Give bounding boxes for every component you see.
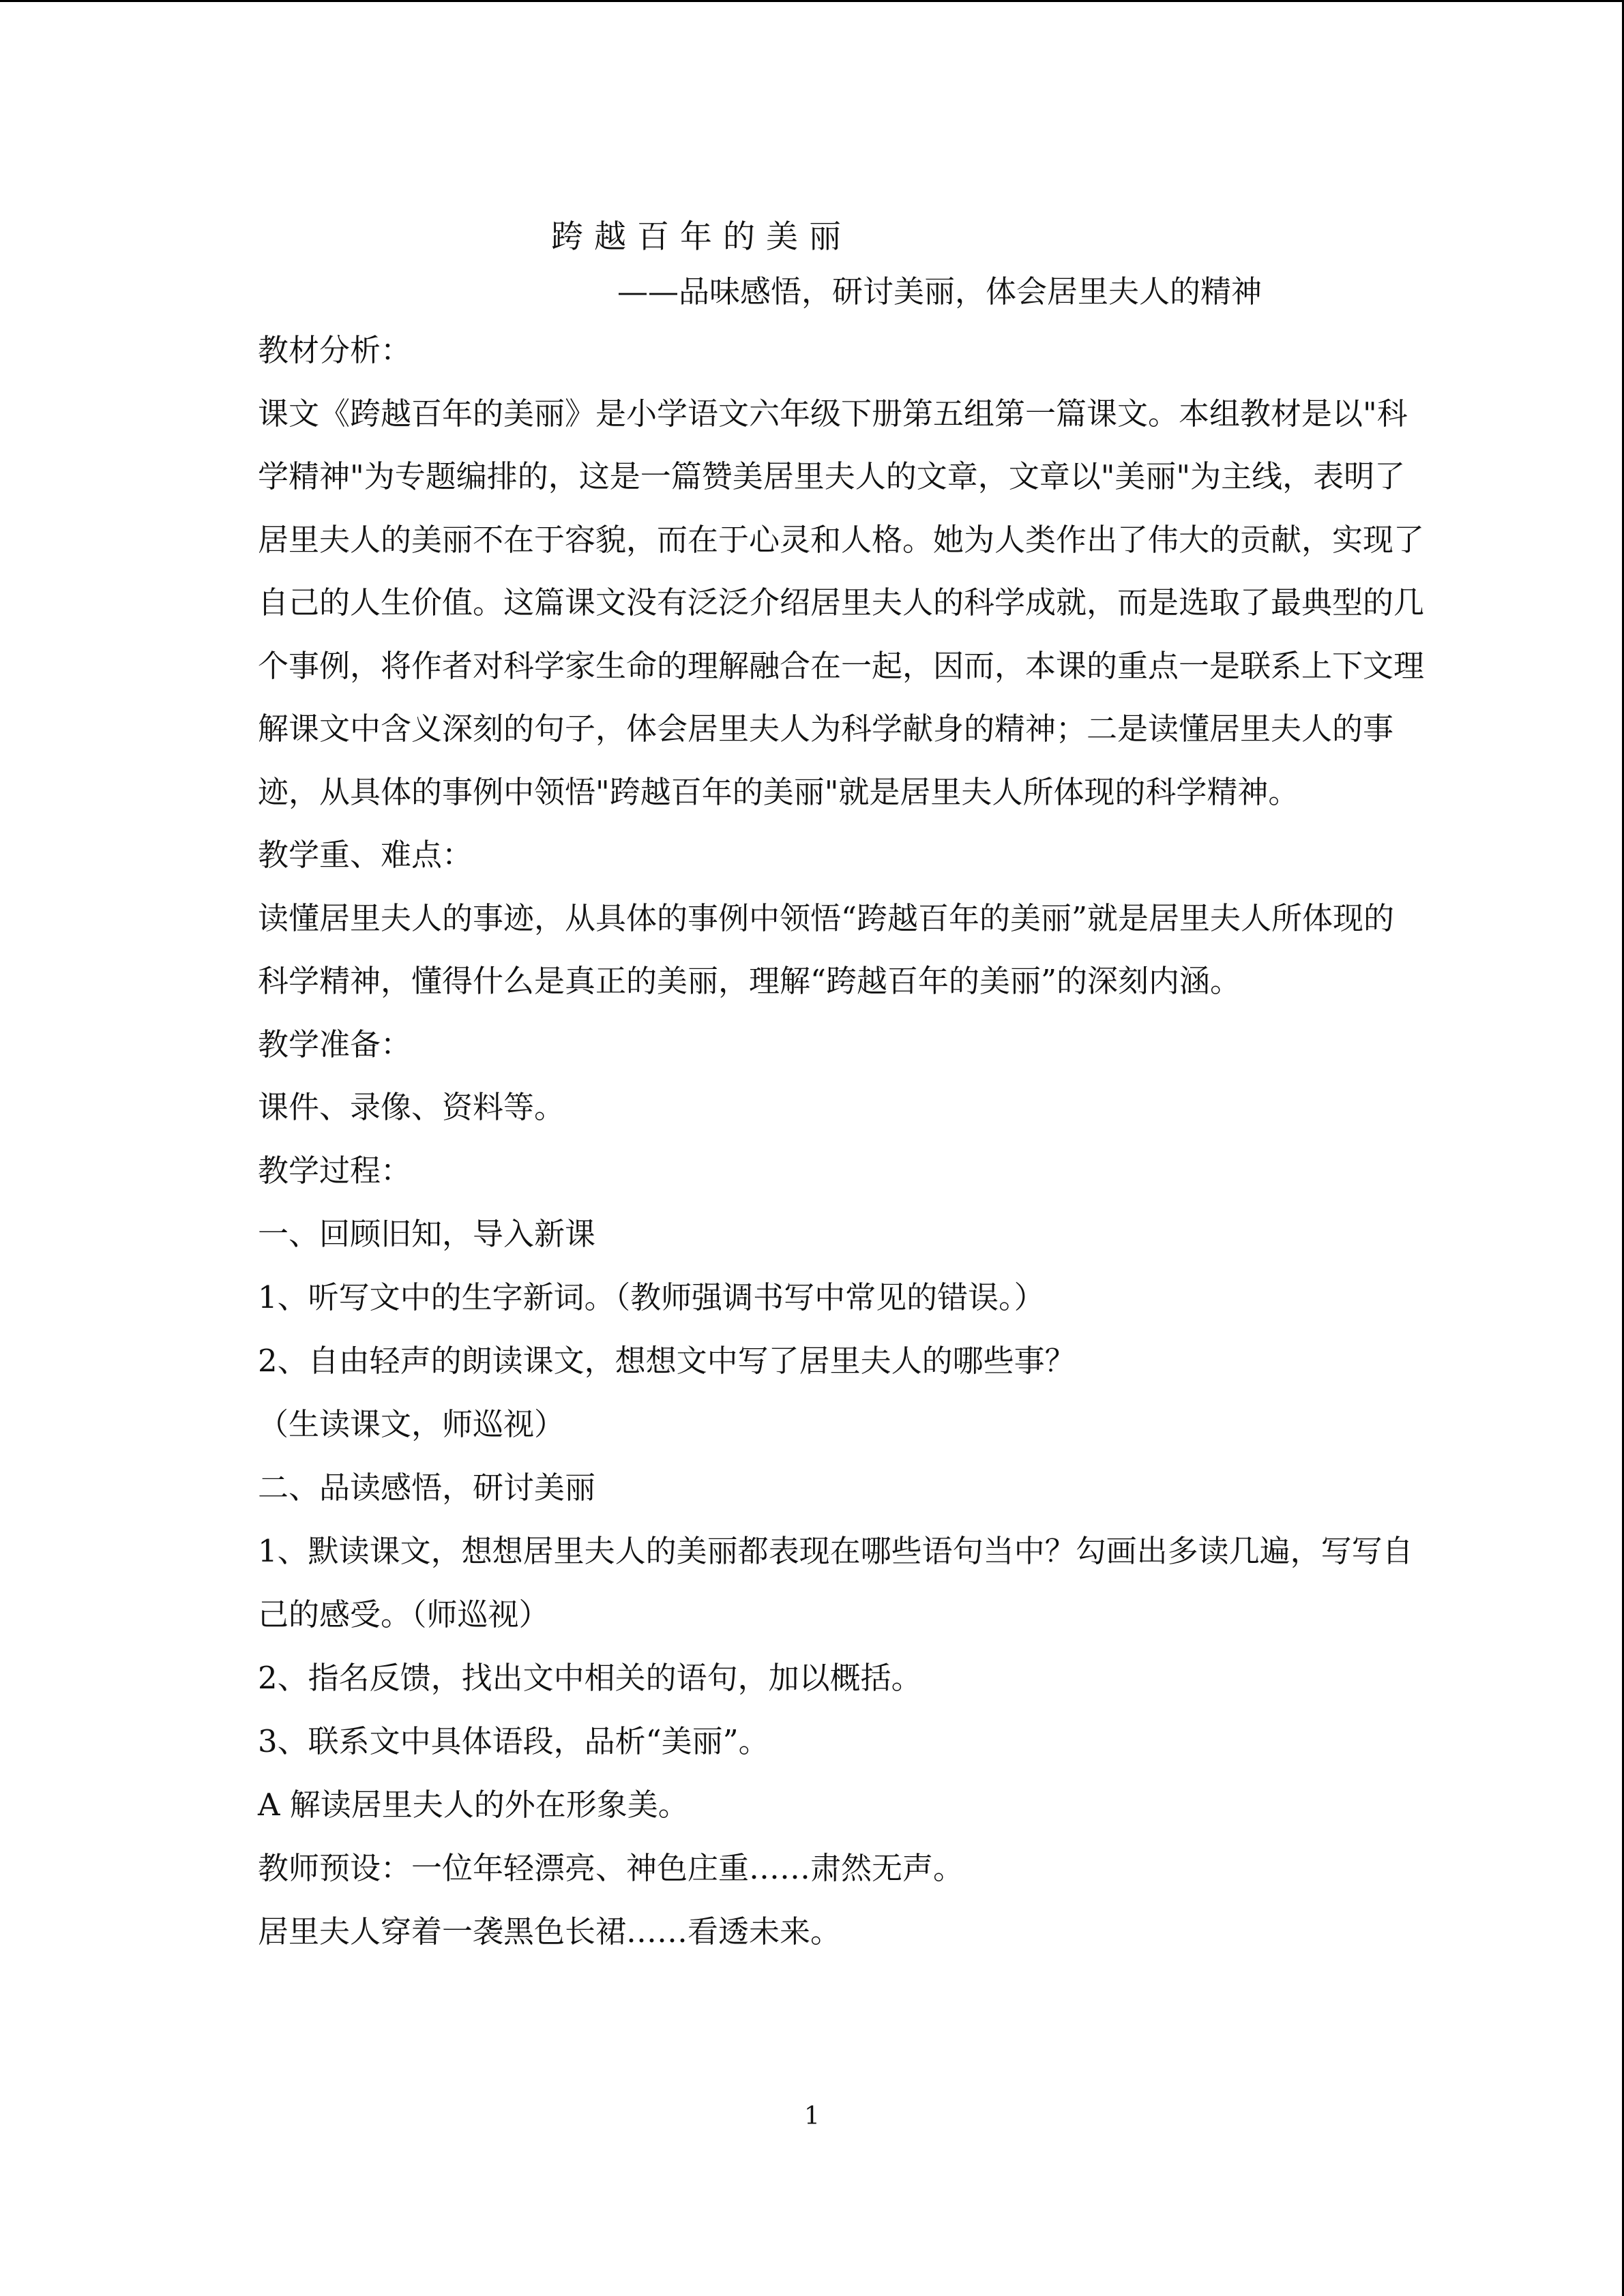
paragraph-key-points: 读懂居里夫人的事迹，从具体的事例中领悟“跨越百年的美丽”就是居里夫人所体现的科学精神，懂得什么是真正的美丽，理解“跨越百年的美丽”的深刻内涵。 bbox=[258, 899, 1395, 999]
step-item: （生读课文，师巡视） bbox=[258, 1406, 565, 1442]
step-item: 1、听写文中的生字新词。（教师强调书写中常见的错误。） bbox=[258, 1279, 1045, 1315]
section-heading-preparation: 教学准备： bbox=[258, 1026, 412, 1062]
document-title: 跨越百年的美丽 bbox=[551, 218, 852, 256]
section-heading-process: 教学过程： bbox=[258, 1152, 412, 1189]
document-body bbox=[196, 210, 1424, 1963]
step-heading-2: 二、品读感悟，研讨美丽 bbox=[258, 1470, 596, 1506]
step-item: 居里夫人穿着一袭黑色长裙……看透未来。 bbox=[258, 1913, 842, 1950]
page-number: 1 bbox=[804, 2102, 820, 2130]
section-heading-key-points: 教学重、难点： bbox=[258, 837, 473, 873]
step-item: 2、自由轻声的朗读课文，想想文中写了居里夫人的哪些事？ bbox=[258, 1343, 1076, 1379]
paragraph-material-analysis: 课文《跨越百年的美丽》是小学语文六年级下册第五组第一篇课文。本组教材是以"科学精神"为专题编排的，这是一篇赞美居里夫人的文章，文章以"美丽"为主线，表明了居里夫人的美丽不在于容貌，而在于心灵和人格。她为人类作出了伟大的贡献，实现了自己的人生价值。这篇课文没有泛泛介绍居里夫人的科学成就，而是选取了最典型的几个事例，将作者对科学家生命的理解融合在一起，因而，本课的重点一是联系上下文理解课文中含义深刻的句子，体会居里夫人为科学献身的精神；二是读懂居里夫人的事迹，从具体的事例中领悟"跨越百年的美丽"就是居里夫人所体现的科学精神。 bbox=[258, 395, 1425, 810]
step-item: 1、默读课文，想想居里夫人的美丽都表现在哪些语句当中？勾画出多读几遍，写写自己的感受。（师巡视） bbox=[258, 1533, 1413, 1632]
step-item: 教师预设：一位年轻漂亮、神色庄重……肃然无声。 bbox=[258, 1850, 964, 1886]
step-item: A 解读居里夫人的外在形象美。 bbox=[258, 1787, 689, 1823]
step-heading-1: 一、回顾旧知，导入新课 bbox=[258, 1216, 596, 1252]
step-item: 2、指名反馈，找出文中相关的语句，加以概括。 bbox=[258, 1660, 922, 1696]
document-subtitle: ——品味感悟，研讨美丽，体会居里夫人的精神 bbox=[617, 273, 1263, 310]
step-item: 3、联系文中具体语段，品析“美丽”。 bbox=[258, 1723, 769, 1759]
paragraph-preparation: 课件、录像、资料等。 bbox=[258, 1089, 565, 1125]
section-heading-material-analysis: 教材分析： bbox=[258, 332, 412, 368]
